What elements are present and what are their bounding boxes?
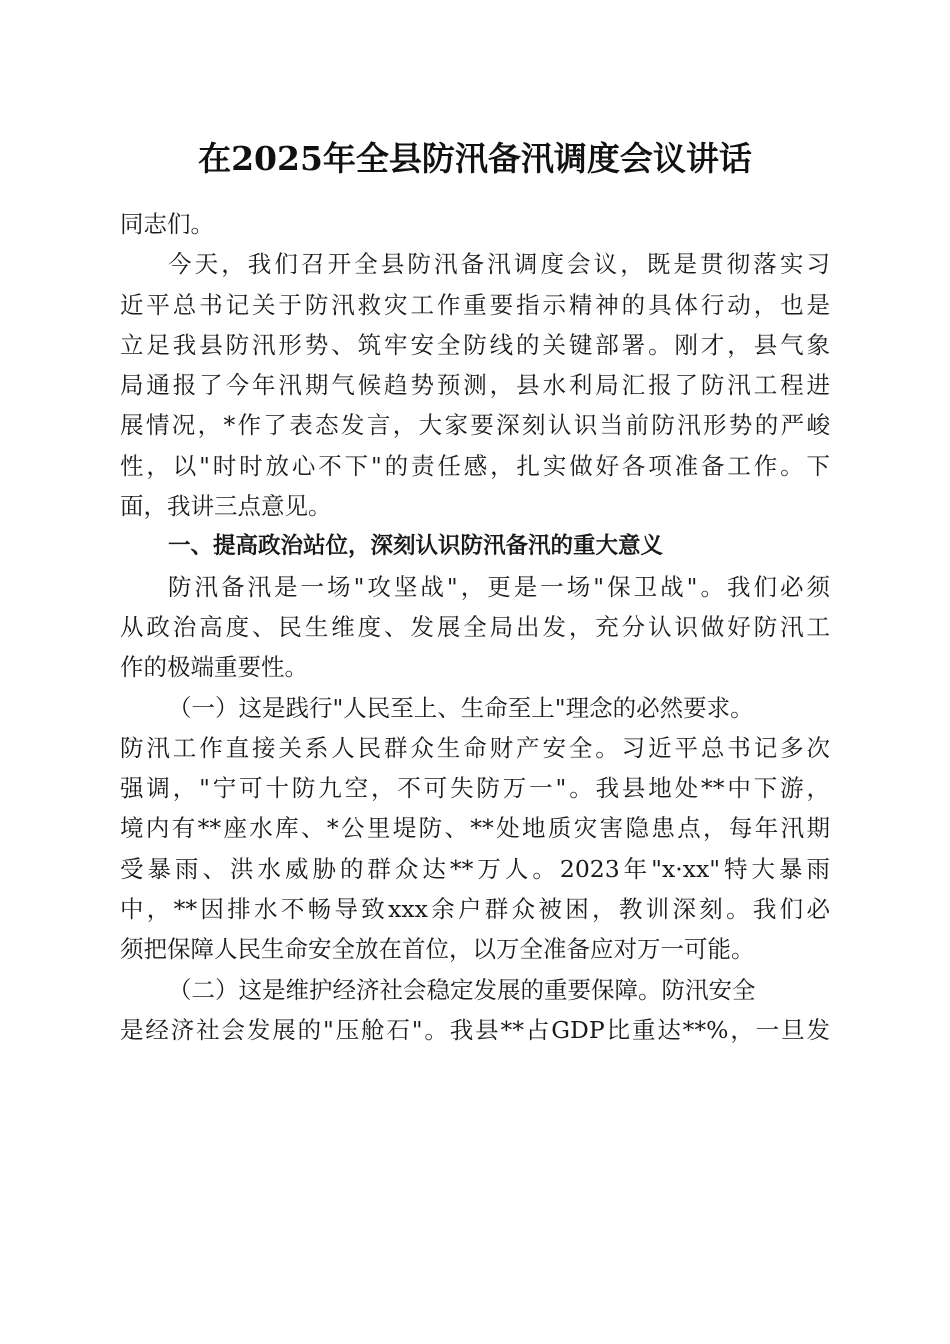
- paragraph-line: 展情况，*作了表态发言，大家要深刻认识当前防汛形势的严峻: [120, 411, 830, 440]
- paragraph-line: 今天，我们召开全县防汛备汛调度会议，既是贯彻落实习: [168, 250, 830, 279]
- paragraph-line: 面，我讲三点意见。: [120, 492, 332, 521]
- section-heading: 一、提高政治站位，深刻认识防汛备汛的重大意义: [168, 533, 664, 560]
- paragraph-line: 境内有**座水库、*公里堤防、**处地质灾害隐患点，每年汛期: [120, 814, 830, 843]
- paragraph-line: 中，**因排水不畅导致xxx余户群众被困，教训深刻。我们必: [120, 895, 830, 924]
- paragraph-line: 近平总书记关于防汛救灾工作重要指示精神的具体行动，也是: [120, 290, 830, 319]
- document-title: 在2025年全县防汛备汛调度会议讲话: [198, 139, 752, 178]
- paragraph-line: 须把保障人民生命安全放在首位，以万全准备应对万一可能。: [120, 935, 755, 964]
- sub-heading-line: （二）这是维护经济社会稳定发展的重要保障。防汛安全: [168, 975, 756, 1004]
- paragraph-line: 作的极端重要性。: [120, 653, 308, 682]
- paragraph-line: 从政治高度、民生维度、发展全局出发，充分认识做好防汛工: [120, 612, 830, 641]
- paragraph-line: 同志们。: [120, 210, 214, 238]
- sub-heading-line: （一）这是践行"人民至上、生命至上"理念的必然要求。: [168, 693, 754, 722]
- document-body: [120, 204, 830, 1050]
- paragraph-line: 防汛工作直接关系人民群众生命财产安全。习近平总书记多次: [120, 733, 830, 762]
- paragraph-line: 立足我县防汛形势、筑牢安全防线的关键部署。刚才，县气象: [120, 330, 830, 359]
- paragraph-line: 防汛备汛是一场"攻坚战"，更是一场"保卫战"。我们必须: [168, 572, 830, 601]
- paragraph-line: 性，以"时时放心不下"的责任感，扎实做好各项准备工作。下: [120, 451, 830, 480]
- paragraph-line: 局通报了今年汛期气候趋势预测，县水利局汇报了防汛工程进: [120, 371, 830, 400]
- paragraph-line: 强调，"宁可十防九空，不可失防万一"。我县地处**中下游，: [120, 774, 830, 803]
- paragraph-line: 受暴雨、洪水威胁的群众达**万人。2023年"x·xx"特大暴雨: [120, 854, 830, 883]
- paragraph-line: 是经济社会发展的"压舱石"。我县**占GDP比重达**%，一旦发: [120, 1015, 830, 1044]
